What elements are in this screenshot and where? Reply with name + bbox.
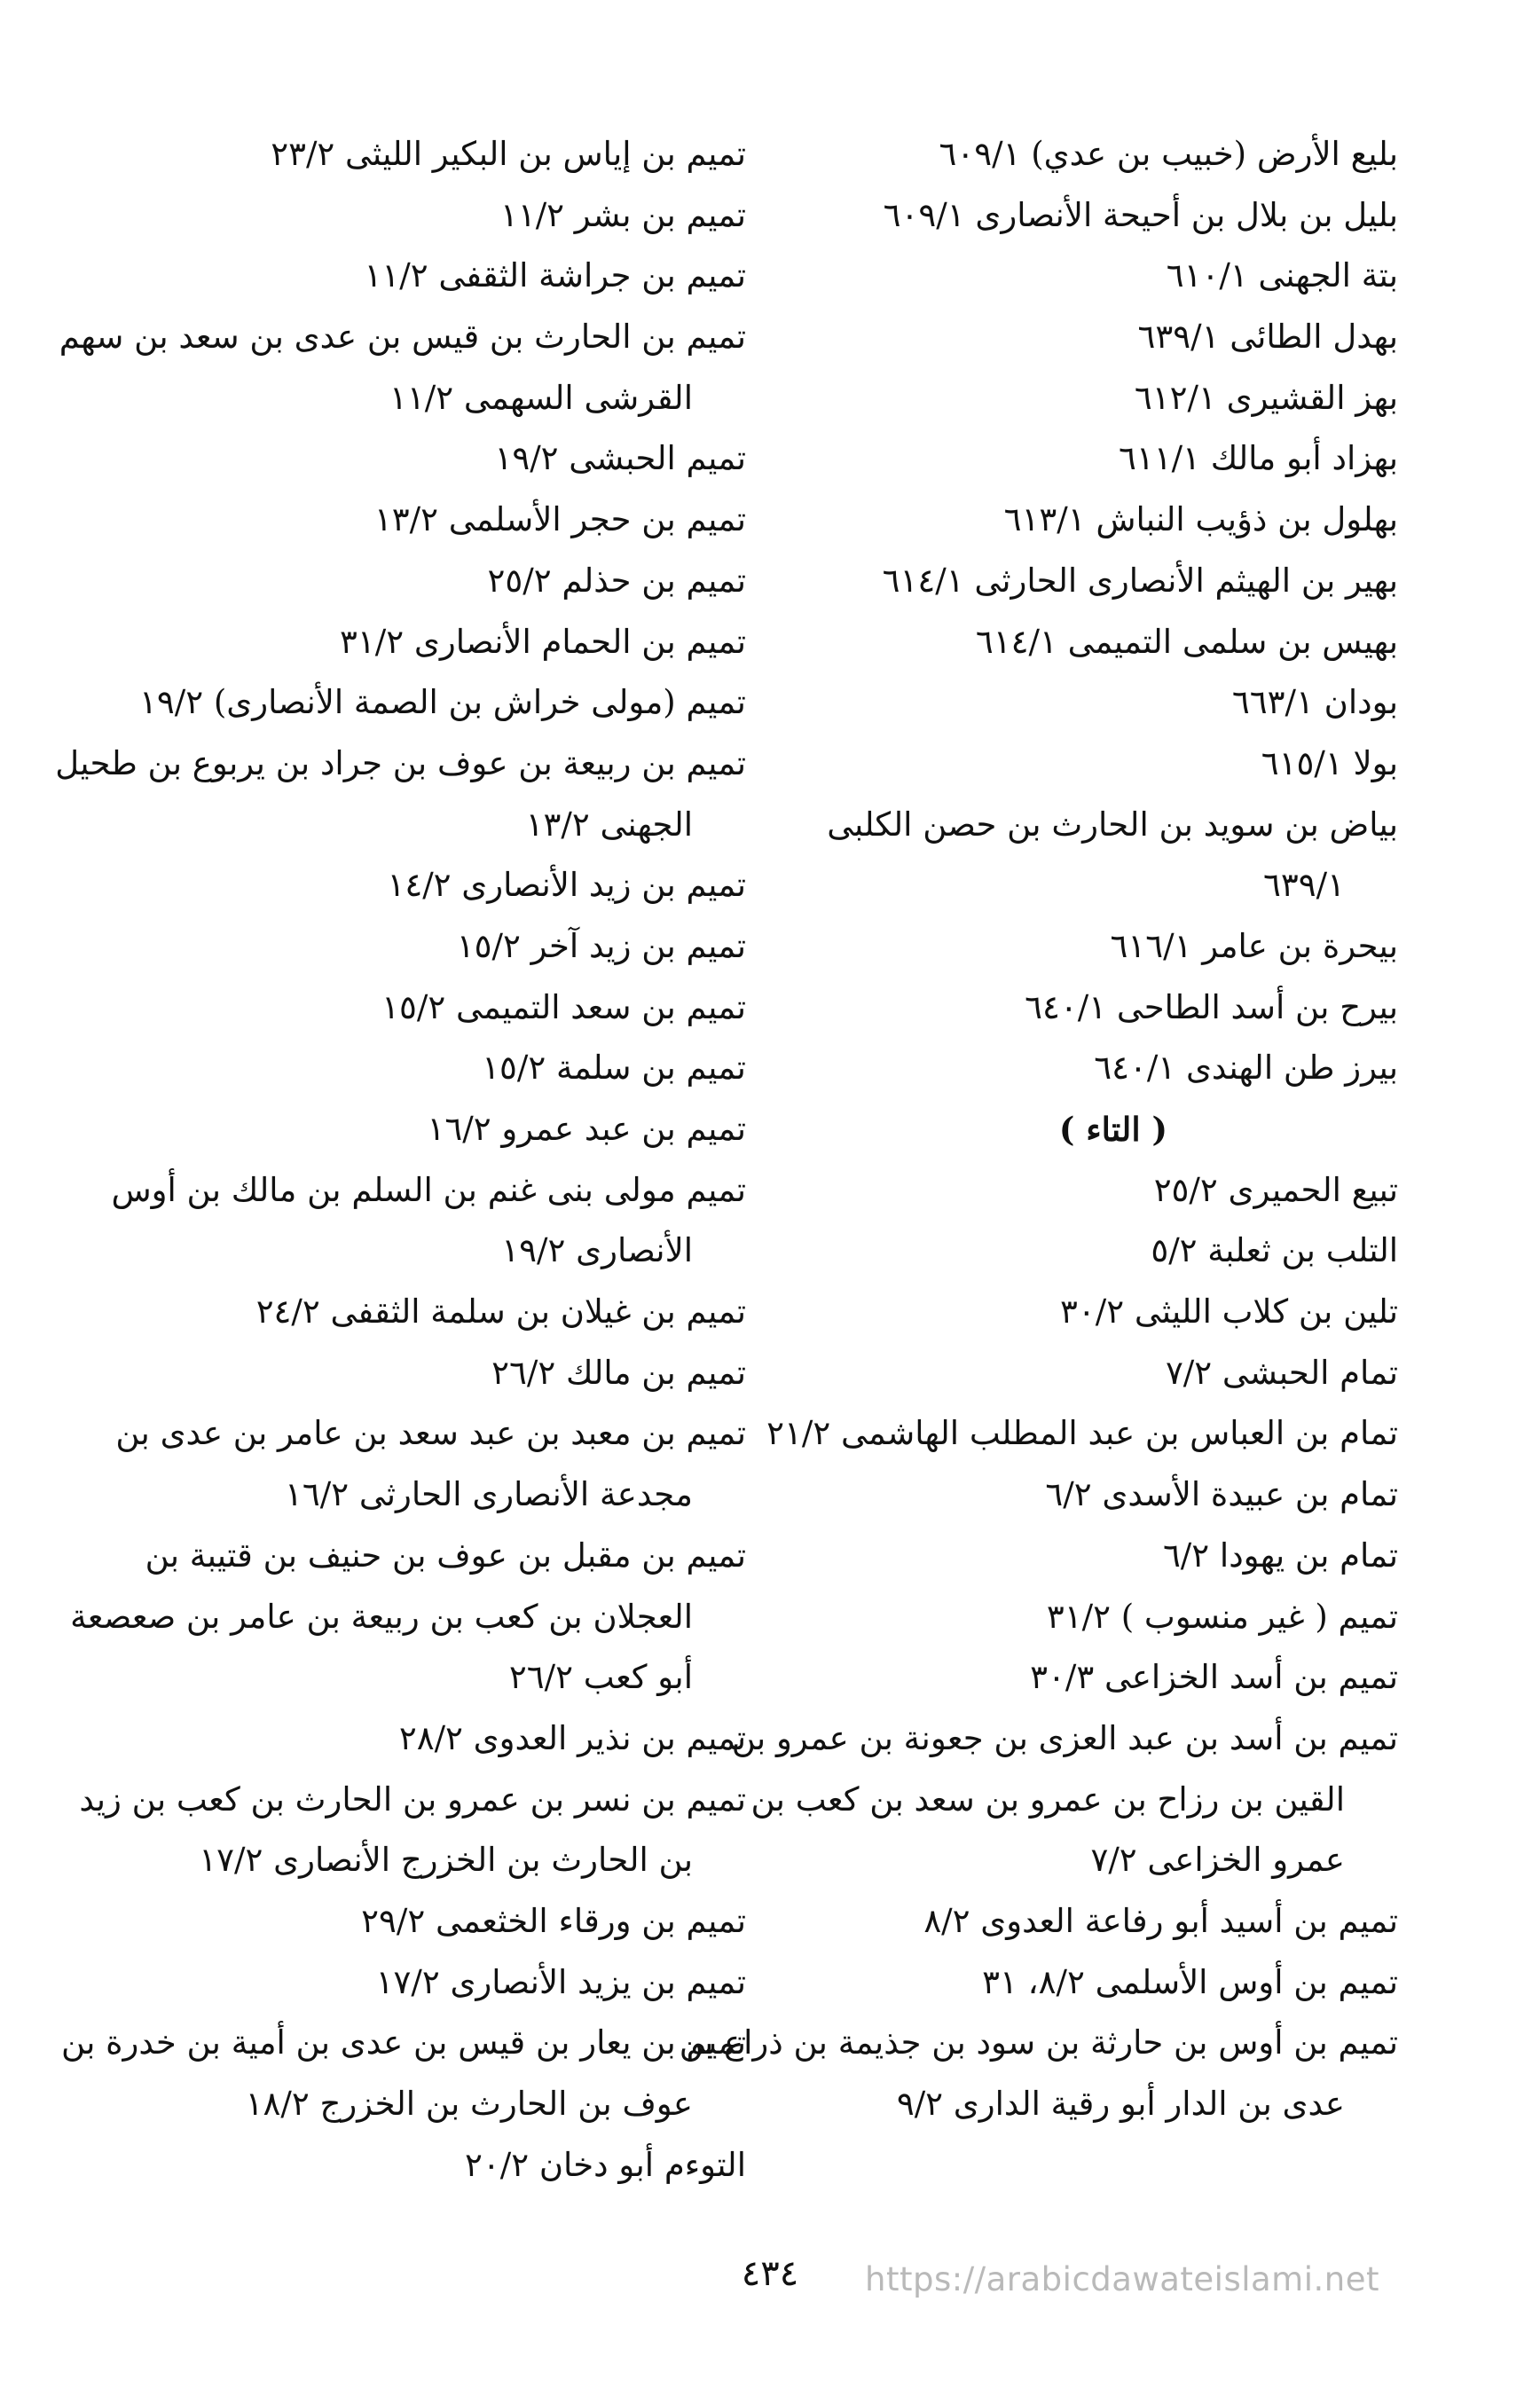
index-entry: التوءم أبو دخان ٢٠/٢ bbox=[464, 2145, 746, 2184]
index-entry: تميم بن جراشة الثقفى ١١/٢ bbox=[364, 256, 746, 295]
index-column-left bbox=[55, 124, 746, 2196]
index-entry: تميم بن نسر بن عمرو بن الحارث بن كعب بن زيد bbox=[79, 1779, 746, 1819]
index-entry-continuation: عدى بن الدار أبو رقية الدارى ٩/٢ bbox=[896, 2085, 1345, 2123]
index-entry: بليع الأرض (خبيب بن عدي) ٦٠٩/١ bbox=[939, 135, 1398, 173]
index-entry: بتة الجهنى ٦١٠/١ bbox=[1166, 256, 1398, 295]
index-entry: بهلول بن ذؤيب النباش ٦١٣/١ bbox=[1003, 500, 1398, 539]
index-entry-continuation: القين بن رزاح بن عمرو بن سعد بن كعب بن bbox=[750, 1779, 1345, 1819]
index-entry-continuation: ٦٣٩/١ bbox=[1263, 866, 1345, 905]
page-number: ٤٣٤ bbox=[741, 2253, 799, 2294]
index-entry: بولا ٦١٥/١ bbox=[1261, 743, 1398, 782]
index-entry: تميم بن إياس بن البكير الليثى ٢٣/٢ bbox=[271, 135, 746, 173]
index-entry: تميم مولى بنى غنم بن السلم بن مالك بن أوس bbox=[111, 1170, 746, 1209]
index-entry: تميم بن ربيعة بن عوف بن جراد بن يربوع بن طحيل bbox=[55, 743, 746, 782]
index-entry: بهير بن الهيثم الأنصارى الحارثى ٦١٤/١ bbox=[882, 561, 1398, 600]
index-entry-continuation: العجلان بن كعب بن ربيعة بن عامر بن صعصعة bbox=[70, 1597, 693, 1636]
index-entry: تميم بن الحارث بن قيس بن عدى بن سعد بن سهم bbox=[59, 318, 746, 357]
index-entry: تميم بن يزيد الأنصارى ١٧/٢ bbox=[375, 1962, 746, 2001]
index-entry: تلين بن كلاب الليثى ٣٠/٢ bbox=[1060, 1292, 1398, 1332]
index-column-right bbox=[679, 124, 1398, 2135]
index-entry: تمام الحبشى ٧/٢ bbox=[1165, 1353, 1398, 1392]
index-entry: تميم بن حذلم ٢٥/٢ bbox=[487, 561, 746, 600]
watermark-url: https://arabicdawateislami.net bbox=[865, 2260, 1379, 2298]
index-entry: تميم الحبشى ١٩/٢ bbox=[494, 439, 746, 478]
index-entry: تميم بن بشر ١١/٢ bbox=[499, 195, 746, 234]
index-entry: بياض بن سويد بن الحارث بن حصن الكلبى bbox=[827, 805, 1398, 844]
index-entry-continuation: الجهنى ١٣/٢ bbox=[525, 805, 693, 844]
index-entry-continuation: عمرو الخزاعى ٧/٢ bbox=[1090, 1841, 1345, 1880]
index-entry-continuation: مجدعة الأنصارى الحارثى ١٦/٢ bbox=[285, 1475, 693, 1514]
index-entry: تميم بن مقبل بن عوف بن حنيف بن قتيبة بن bbox=[145, 1536, 746, 1575]
index-entry: تمام بن العباس بن عبد المطلب الهاشمى ٢١/٢ bbox=[766, 1414, 1398, 1453]
index-entry-continuation: القرشى السهمى ١١/٢ bbox=[389, 378, 693, 417]
index-entry-continuation: عوف بن الحارث بن الخزرج ١٨/٢ bbox=[245, 2085, 693, 2123]
index-entry: تميم بن عبد عمرو ١٦/٢ bbox=[427, 1110, 746, 1148]
index-entry: تميم بن أسد الخزاعى ٣٠/٣ bbox=[1030, 1658, 1398, 1697]
index-entry: تميم بن أسد بن عبد العزى بن جعونة بن عمرو بن bbox=[731, 1718, 1398, 1757]
index-entry: تميم بن يعار بن قيس بن عدى بن أمية بن خدرة بن bbox=[60, 2023, 746, 2062]
index-entry: تميم ( غير منسوب ) ٣١/٢ bbox=[1046, 1597, 1398, 1636]
index-entry: تميم بن سعد التميمى ١٥/٢ bbox=[381, 987, 746, 1026]
index-entry: تميم (مولى خراش بن الصمة الأنصارى) ١٩/٢ bbox=[139, 683, 746, 722]
index-entry: تميم بن أوس الأسلمى ٨/٢، ٣١ bbox=[982, 1962, 1398, 2001]
index-entry: بهدل الطائى ٦٣٩/١ bbox=[1137, 318, 1398, 357]
index-entry: تميم بن ورقاء الخثعمى ٢٩/٢ bbox=[361, 1901, 746, 1940]
index-entry: التلب بن ثعلبة ٥/٢ bbox=[1151, 1231, 1398, 1270]
index-entry: تميم بن معبد بن عبد سعد بن عامر بن عدى بن bbox=[115, 1414, 746, 1453]
index-entry: بيحرة بن عامر ٦١٦/١ bbox=[1110, 926, 1398, 965]
index-entry: بهز القشيرى ٦١٢/١ bbox=[1134, 378, 1398, 417]
index-entry: بودان ٦٦٣/١ bbox=[1231, 683, 1398, 722]
index-entry: تميم بن الحمام الأنصارى ٣١/٢ bbox=[340, 622, 746, 661]
index-entry: تبيع الحميرى ٢٥/٢ bbox=[1153, 1170, 1398, 1209]
index-entry: تميم بن زيد آخر ١٥/٢ bbox=[456, 926, 746, 965]
index-entry-continuation: بن الحارث بن الخزرج الأنصارى ١٧/٢ bbox=[199, 1841, 693, 1880]
section-heading: ( التاء ) bbox=[1058, 1110, 1167, 1149]
index-entry: بيرز طن الهندى ٦٤٠/١ bbox=[1094, 1049, 1398, 1088]
index-entry: بيرح بن أسد الطاحى ٦٤٠/١ bbox=[1025, 987, 1398, 1026]
index-entry: تمام بن يهودا ٦/٢ bbox=[1162, 1536, 1398, 1575]
index-entry: تميم بن نذير العدوى ٢٨/٢ bbox=[398, 1718, 746, 1757]
index-entry-continuation: أبو كعب ٢٦/٢ bbox=[508, 1658, 693, 1697]
index-entry: بهزاد أبو مالك ٦١١/١ bbox=[1118, 439, 1398, 478]
index-entry-continuation: الأنصارى ١٩/٢ bbox=[501, 1231, 693, 1270]
index-entry: بليل بن بلال بن أحيحة الأنصارى ٦٠٩/١ bbox=[883, 195, 1398, 234]
index-entry: تميم بن زيد الأنصارى ١٤/٢ bbox=[387, 866, 746, 905]
index-entry: تميم بن أوس بن حارثة بن سود بن جذيمة بن ذراع بن bbox=[679, 2023, 1398, 2062]
index-entry: تميم بن غيلان بن سلمة الثقفى ٢٤/٢ bbox=[255, 1292, 746, 1332]
index-entry: تميم بن حجر الأسلمى ١٣/٢ bbox=[373, 500, 746, 539]
index-entry: تمام بن عبيدة الأسدى ٦/٢ bbox=[1045, 1475, 1398, 1514]
index-entry: بهيس بن سلمى التميمى ٦١٤/١ bbox=[975, 622, 1398, 661]
index-entry: تميم بن مالك ٢٦/٢ bbox=[491, 1353, 746, 1392]
index-entry: تميم بن أسيد أبو رفاعة العدوى ٨/٢ bbox=[923, 1901, 1398, 1940]
index-entry: تميم بن سلمة ١٥/٢ bbox=[482, 1049, 746, 1088]
